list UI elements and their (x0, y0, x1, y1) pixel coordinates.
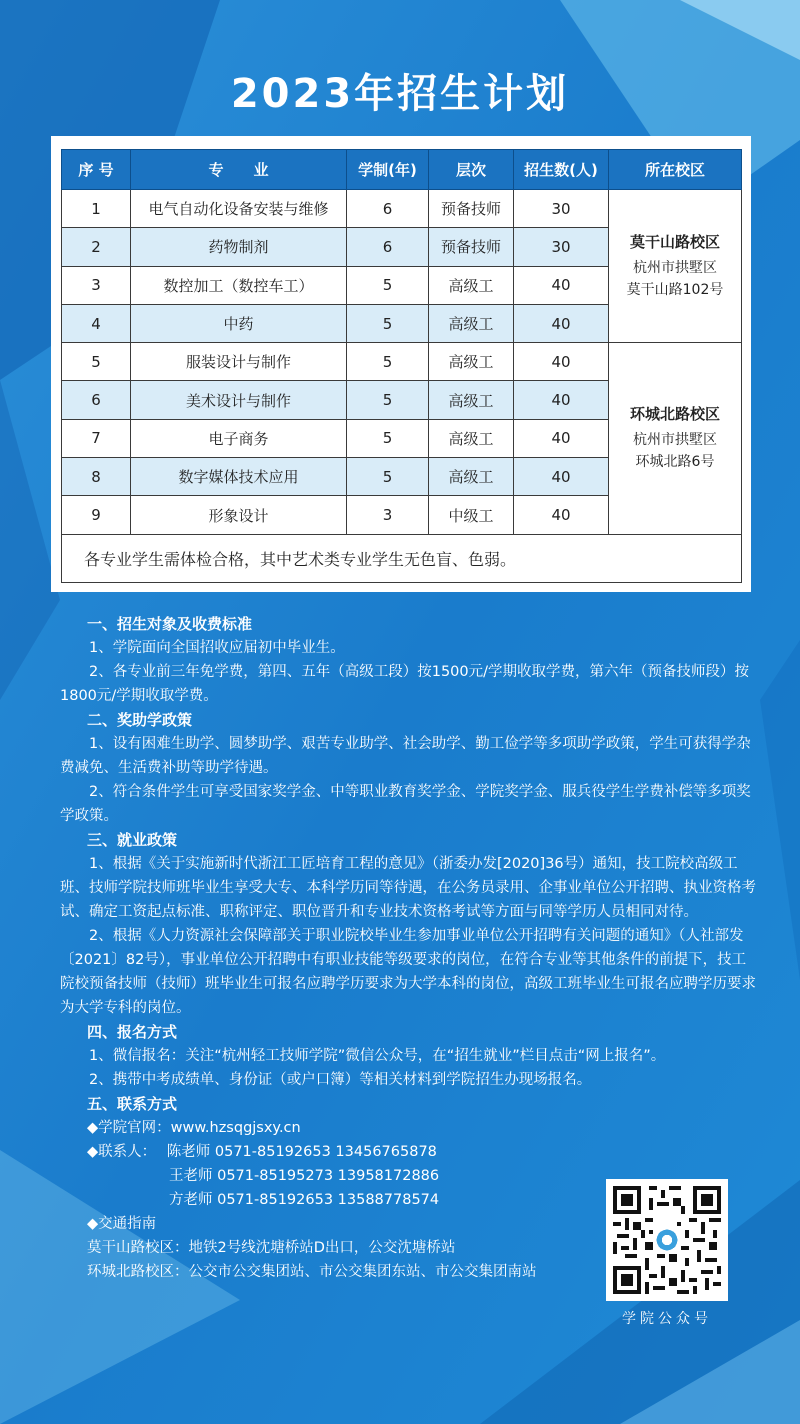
cell-years: 5 (347, 343, 429, 381)
cell-level: 高级工 (429, 266, 514, 304)
cell-years: 5 (347, 266, 429, 304)
section-heading-contact: 五、联系方式 (87, 1095, 178, 1113)
cell-major: 服装设计与制作 (131, 343, 347, 381)
section-heading-employment: 三、就业政策 (87, 831, 178, 849)
section-paragraph: 1、微信报名：关注“杭州轻工技师学院”微信公众号，在“招生就业”栏目点击“网上报名”。 (89, 1048, 666, 1064)
cell-years: 5 (347, 381, 429, 419)
campus-name: 环城北路校区 (629, 405, 720, 424)
cell-major: 数控加工（数控车工） (131, 266, 347, 304)
header-major: 专 业 (131, 150, 347, 190)
cell-level: 高级工 (429, 419, 514, 457)
table-row (62, 343, 742, 381)
campus-name: 莫干山路校区 (629, 233, 720, 252)
cell-level: 预备技师 (429, 190, 514, 228)
header-count: 招生数(人) (514, 150, 609, 190)
cell-level: 中级工 (429, 496, 514, 534)
cell-no: 6 (62, 381, 131, 419)
cell-years: 6 (347, 190, 429, 228)
cell-years: 5 (347, 419, 429, 457)
enrollment-plan-table (61, 149, 742, 583)
campus-address-line2: 莫干山路102号 (626, 282, 724, 299)
cell-level: 高级工 (429, 304, 514, 342)
cell-no: 8 (62, 458, 131, 496)
campus-moganshan (609, 190, 742, 343)
cell-years: 5 (347, 458, 429, 496)
cell-no: 5 (62, 343, 131, 381)
wechat-qr-code (606, 1179, 728, 1301)
transport-line: 环城北路校区：公交市公交集团站、市公交集团东站、市公交集团南站 (87, 1264, 537, 1280)
table-row (62, 190, 742, 228)
cell-count: 30 (514, 190, 609, 228)
section-paragraph: 2、各专业前三年免学费，第四、五年（高级工段）按1500元/学期收取学费，第六年（预备技师段）按1800元/学期收取学费。 (60, 664, 750, 704)
contact-person: 方老师 0571-85192653 13588778574 (169, 1192, 440, 1208)
table-header-row (62, 150, 742, 190)
cell-no: 9 (62, 496, 131, 534)
cell-count: 40 (514, 419, 609, 457)
cell-major: 电子商务 (131, 419, 347, 457)
page-title: 2023年招生计划 (230, 71, 570, 117)
section-paragraph: 1、根据《关于实施新时代浙江工匠培育工程的意见》（浙委办发[2020]36号）通知，技工院校高级工班、技师学院技师班毕业生享受大专、本科学历同等待遇，在公务员录用、企事业单位公开招聘、执业资格考试、确定工资起点标准、职称评定、职位晋升和专业技术资格考试等方面与同等学历人员相同对待。 (60, 856, 756, 920)
cell-major: 数字媒体技术应用 (131, 458, 347, 496)
cell-years: 6 (347, 228, 429, 266)
cell-major: 药物制剂 (131, 228, 347, 266)
cell-level: 高级工 (429, 458, 514, 496)
cell-years: 5 (347, 304, 429, 342)
cell-major: 中药 (131, 304, 347, 342)
cell-count: 40 (514, 496, 609, 534)
contact-person: 陈老师 0571-85192653 13456765878 (166, 1144, 437, 1160)
cell-no: 4 (62, 304, 131, 342)
section-heading-admission: 一、招生对象及收费标准 (87, 615, 253, 633)
section-heading-registration: 四、报名方式 (87, 1023, 178, 1041)
campus-huanchengbei (609, 343, 742, 534)
cell-major: 电气自动化设备安装与维修 (131, 190, 347, 228)
campus-address-line1: 杭州市拱墅区 (633, 432, 717, 449)
campus-address-line2: 环城北路6号 (635, 454, 715, 471)
cell-count: 40 (514, 458, 609, 496)
cell-major: 形象设计 (131, 496, 347, 534)
section-paragraph: 2、携带中考成绩单、身份证（或户口簿）等相关材料到学院招生办现场报名。 (89, 1072, 592, 1088)
cell-major: 美术设计与制作 (131, 381, 347, 419)
header-no: 序 号 (62, 150, 131, 190)
section-heading-aid: 二、奖助学政策 (87, 711, 193, 729)
cell-no: 1 (62, 190, 131, 228)
section-paragraph: 2、根据《人力资源社会保障部关于职业院校毕业生参加事业单位公开招聘有关问题的通知》（人社部发〔2021〕82号），事业单位公开招聘中有职业技能等级要求的岗位，在符合专业等其他条件的前提下，技工院校预备技师（技师）班毕业生可报名应聘学历要求为大学本科的岗位，高级工班毕业生可报名应聘学历要求为大学专科的岗位。 (60, 928, 756, 1016)
cell-no: 2 (62, 228, 131, 266)
header-level: 层次 (429, 150, 514, 190)
campus-address-line1: 杭州市拱墅区 (633, 260, 717, 277)
qr-caption: 学院公众号 (622, 1311, 712, 1327)
cell-level: 高级工 (429, 381, 514, 419)
cell-count: 40 (514, 381, 609, 419)
header-years: 学制(年) (347, 150, 429, 190)
contact-person: 王老师 0571-85195273 13958172886 (169, 1168, 440, 1184)
cell-count: 40 (514, 343, 609, 381)
transport-label: ◆交通指南 (87, 1216, 157, 1232)
section-paragraph: 2、符合条件学生可享受国家奖学金、中等职业教育奖学金、学院奖学金、服兵役学生学费补偿等多项奖学政策。 (60, 784, 751, 824)
contact-label: ◆联系人： (87, 1144, 157, 1160)
cell-no: 3 (62, 266, 131, 304)
section-paragraph: 1、学院面向全国招收应届初中毕业生。 (89, 640, 345, 656)
cell-no: 7 (62, 419, 131, 457)
cell-count: 30 (514, 228, 609, 266)
section-paragraph: 1、设有困难生助学、圆梦助学、艰苦专业助学、社会助学、勤工俭学等多项助学政策，学生可获得学杂费减免、生活费补助等助学待遇。 (60, 736, 751, 776)
qr-code-icon (613, 1186, 721, 1294)
website-link[interactable]: ◆学院官网：www.hzsqgjsxy.cn (87, 1120, 301, 1136)
cell-level: 高级工 (429, 343, 514, 381)
header-campus: 所在校区 (609, 150, 742, 190)
transport-line: 莫干山路校区：地铁2号线沈塘桥站D出口，公交沈塘桥站 (87, 1240, 456, 1256)
table-note: 各专业学生需体检合格，其中艺术类专业学生无色盲、色弱。 (62, 534, 742, 582)
cell-years: 3 (347, 496, 429, 534)
contact-line (60, 1140, 760, 1164)
enrollment-plan-card (51, 136, 751, 592)
table-note-row (62, 534, 742, 582)
cell-count: 40 (514, 304, 609, 342)
cell-count: 40 (514, 266, 609, 304)
cell-level: 预备技师 (429, 228, 514, 266)
